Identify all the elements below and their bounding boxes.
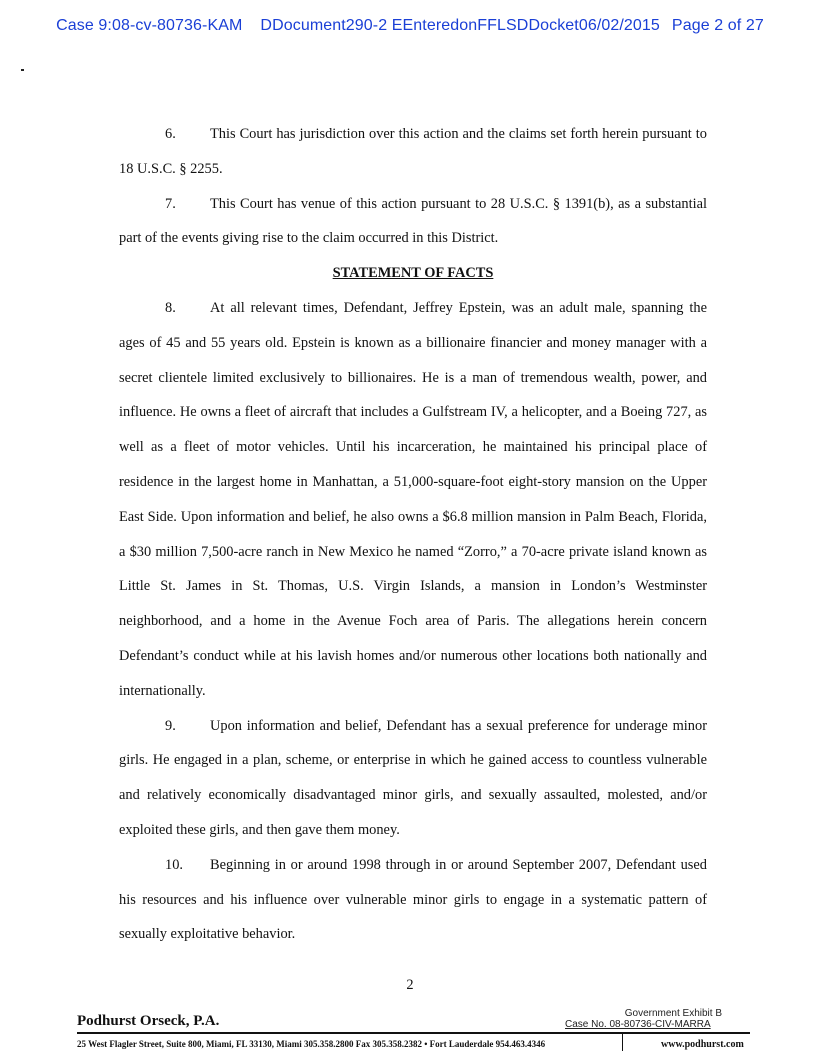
paragraph-number: 7. <box>165 195 176 212</box>
paragraph-text: This Court has jurisdiction over this action and the claims set forth herein pursuant to 18 U.S.C. § 2255. <box>119 126 707 177</box>
paragraph-number: 8. <box>165 299 176 316</box>
exhibit-label: Government Exhibit B <box>624 1008 722 1019</box>
paragraph-7 <box>119 187 707 257</box>
page-number: 2 <box>406 977 414 993</box>
footer-tick-mark <box>622 1032 623 1051</box>
exhibit-stamp <box>565 1008 725 1030</box>
paragraph-10 <box>119 848 707 952</box>
paragraph-text: At all relevant times, Defendant, Jeffrey Epstein, was an adult male, spanning the ages of 45 and 55 years old. Epstein is known as a billionaire financier and money manager with a secret clientele limited exclusively to billionaires. He is a man of tremendous wealth, power, and influence. He owns a fleet of aircraft that includes a Gulfstream IV, a helicopter, and a Boeing 727, as well as a fleet of motor vehicles. Until his incarceration, he maintained his principal place of residence in the largest home in Manhattan, a 51,000-square-foot eight-story mansion on the Upper East Side. Upon information and belief, he also owns a $6.8 million mansion in Palm Beach, Florida, a $30 million 7,500-acre ranch in New Mexico he named “Zorro,” a 70-acre private island known as Little St. James in St. Thomas, U.S. Virgin Islands, a mansion in London’s Westminster neighborhood, and a home in the Avenue Foch area of Paris. The allegations herein concern Defendant’s conduct while at his lavish homes and/or numerous other locations both nationally and internationally. <box>119 299 707 699</box>
ecf-case-number: Case 9:08-cv-80736-KAM <box>56 17 243 34</box>
paragraph-number: 9. <box>165 717 176 734</box>
paragraph-text: This Court has venue of this action pursuant to 28 U.S.C. § 1391(b), as a substantial part of the events giving rise to the claim occurred in this District. <box>119 195 707 247</box>
footer-divider <box>77 1032 750 1034</box>
paragraph-8 <box>119 291 707 709</box>
paragraph-number: 10. <box>165 856 183 873</box>
paragraph-number: 6. <box>165 126 176 142</box>
scan-artifact-mark <box>21 69 24 71</box>
paragraph-text: Beginning in or around 1998 through in or around September 2007, Defendant used his resources and his influence over vulnerable minor girls to engage in a systematic pattern of sexually exploitative behavior. <box>119 856 707 943</box>
document-body <box>119 117 707 952</box>
firm-name: Podhurst Orseck, P.A. <box>77 1013 220 1029</box>
section-heading: STATEMENT OF FACTS <box>332 265 494 282</box>
exhibit-case-number: Case No. 08-80736-CIV-MARRA <box>565 1019 711 1030</box>
ecf-page-count: Page 2 of 27 <box>671 17 764 34</box>
firm-website: www.podhurst.com <box>661 1039 744 1050</box>
firm-address: 25 West Flagler Street, Suite 800, Miami, FL 33130, Miami 305.358.2800 Fax 305.358.2382 • Fort Lauderdale 954.463.4346 <box>77 1039 546 1049</box>
ecf-header-stamp <box>0 17 820 35</box>
paragraph-9 <box>119 709 707 848</box>
paragraph-text: Upon information and belief, Defendant has a sexual preference for underage minor girls. He engaged in a plan, scheme, or enterprise in which he gained access to countless vulnerable and relatively economically disadvantaged minor girls, and sexually assaulted, molested, and/or exploited these girls, and then gave them money. <box>119 717 707 838</box>
paragraph-6 <box>119 117 707 187</box>
ecf-document-entry: DDocument290-2 EEnteredonFFLSDDocket06/02/2015 <box>260 17 660 34</box>
